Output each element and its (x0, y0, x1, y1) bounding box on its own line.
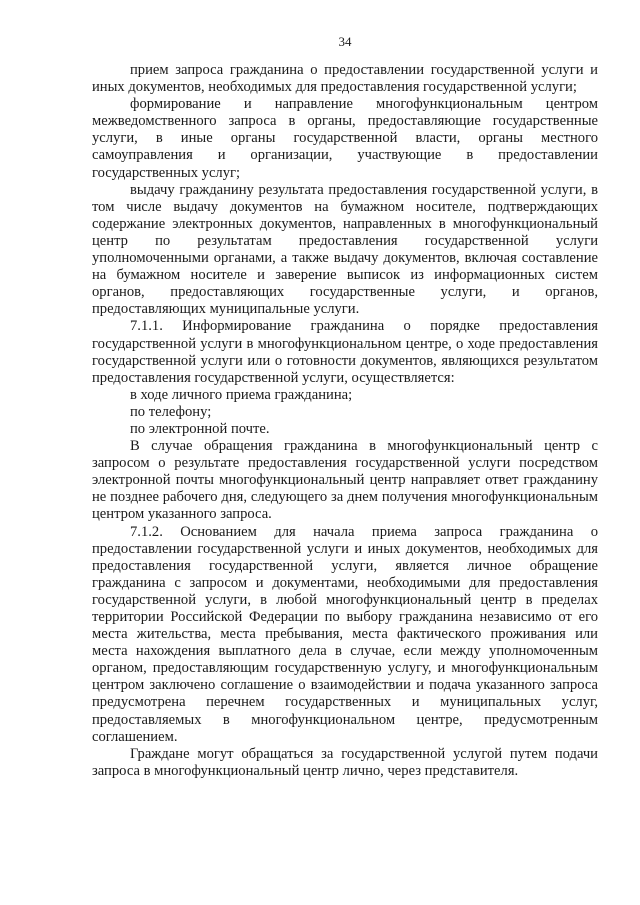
paragraph-7-1-2: 7.1.2. Основанием для начала приема запроса гражданина о предоставлении государственной услуги и иных документов, необходимых для предоставления государственной услуги, является личное обращение гражданина с запросом и документами, необходимыми для предоставления государственной услуги, в любой многофункциональный центр в пределах территории Российской Федерации по выбору гражданина независимо от его места жительства, места пребывания, места фактического проживания или места нахождения выплатного дела в случае, если между уполномоченным органом, предоставляющим государственную услугу, и многофункциональным центром заключено соглашение о взаимодействии и подача указанного запроса предусмотрена перечнем государственных и муниципальных услуг, предоставляемых в многофункциональном центре, предусмотренным соглашением. (92, 523, 598, 745)
document-body (92, 62, 598, 780)
list-item-phone: по телефону; (130, 403, 212, 420)
page-number: 34 (338, 34, 352, 49)
paragraph-7-1-1: 7.1.1. Информирование гражданина о порядке предоставления государственной услуги в многофункциональном центре, о ходе предоставления государственной услуги или о готовности документов, являющихся результатом предоставления государственной услуги, осуществляется: (92, 318, 598, 386)
paragraph-issuing-results: выдачу гражданину результата предоставления государственной услуги, в том числе выдачу документов на бумажном носителе, подтверждающих содержание электронных документов, направленных в многофункциональный центр по результатам предоставления государственной услуги уполномоченными органами, а также выдачу документов, включая составление на бумажном носителе и заверение выписок из информационных систем органов, предоставляющих государственные услуги, и органов, предоставляющих муниципальные услуги. (92, 181, 598, 318)
paragraph-email-request: В случае обращения гражданина в многофункциональный центр с запросом о результате предоставления государственной услуги посредством электронной почты многофункциональный центр направляет ответ гражданину не позднее рабочего дня, следующего за днем получения многофункциональным центром указанного запроса. (92, 438, 598, 523)
paragraph-interagency-request: формирование и направление многофункциональным центром межведомственного запроса в органы, предоставляющие государственные услуги, в иные органы государственной власти, органы местного самоуправления и организации, участвующие в предоставлении государственных услуг; (92, 96, 598, 181)
paragraph-representative: Граждане могут обращаться за государственной услугой путем подачи запроса в многофункциональный центр лично, через представителя. (92, 745, 598, 779)
list-item-personal-reception: в ходе личного приема гражданина; (130, 386, 353, 403)
list-item-email: по электронной почте. (130, 420, 270, 437)
paragraph-reception: прием запроса гражданина о предоставлении государственной услуги и иных документов, необходимых для предоставления государственной услуги; (92, 62, 598, 96)
